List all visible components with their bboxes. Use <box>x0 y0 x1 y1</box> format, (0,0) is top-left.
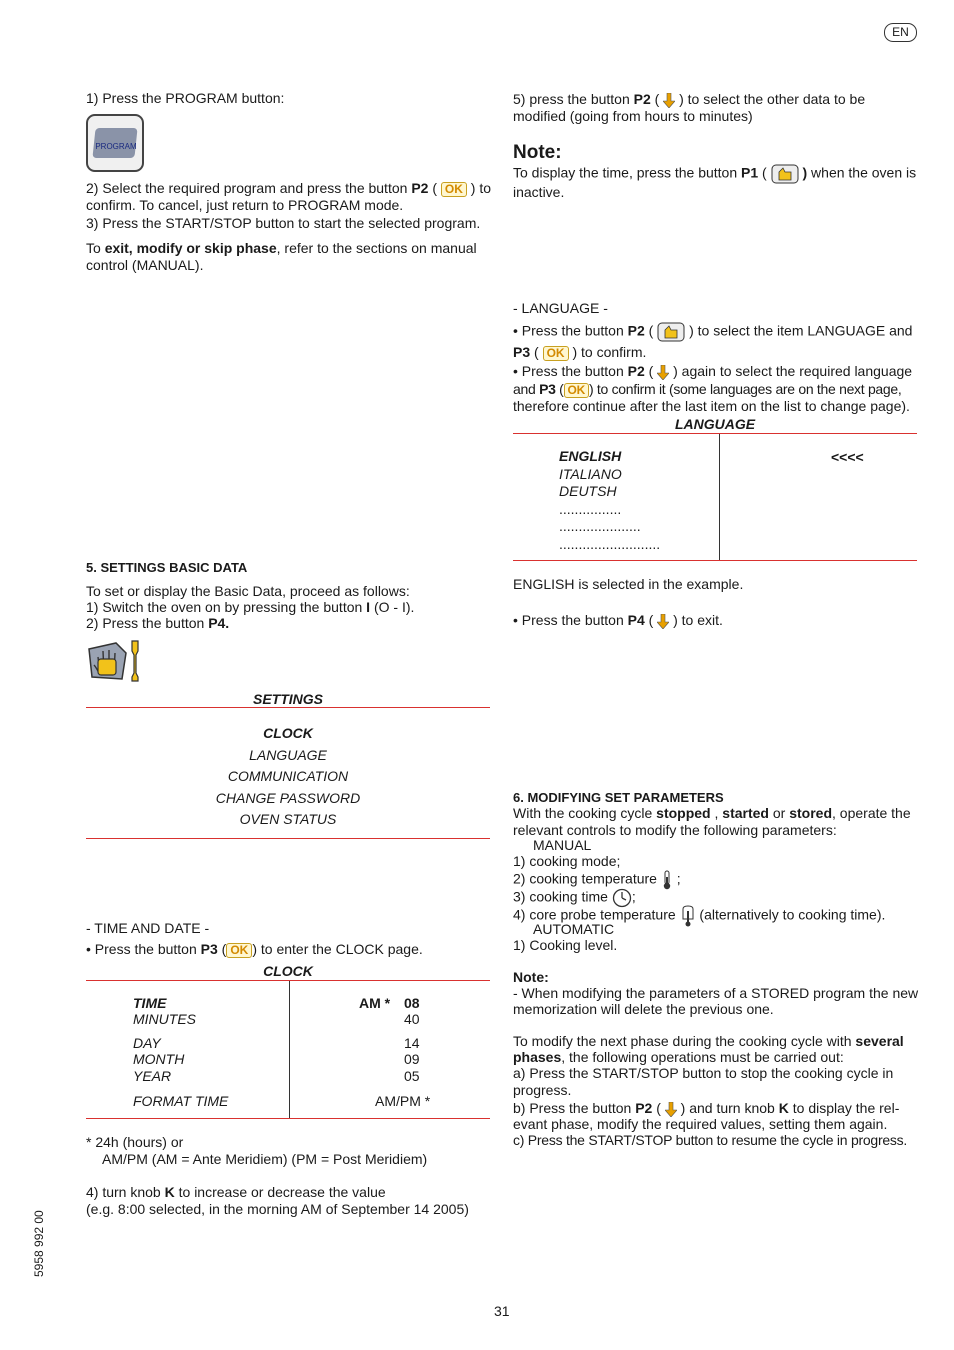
section5-line3: 2) Press the button P4. <box>86 615 230 631</box>
param-cooking-time: 3) cooking time ; <box>513 888 636 908</box>
footnote-2: AM/PM (AM = Ante Meridiem) (PM = Post Meridiem) <box>102 1151 428 1167</box>
language-line1: • Press the button P2 ( ) to select the item LANGUAGE and <box>513 322 912 342</box>
clock-value-time: 08 <box>404 995 420 1011</box>
language-top-rule <box>513 433 917 434</box>
note2-line1: - When modifying the parameters of a STORED program the new <box>513 985 919 1001</box>
clock-value-minutes: 40 <box>404 1011 420 1027</box>
language-divider <box>719 434 720 560</box>
p4-exit-line: • Press the button P4 ( ) to exit. <box>513 612 723 628</box>
clock-label-minutes: MINUTES <box>133 1011 196 1027</box>
step3-text: 3) Press the START/STOP button to start the selected program. <box>86 215 481 231</box>
language-item-more-2: ..................... <box>559 518 641 535</box>
ok-icon: OK <box>564 383 589 398</box>
modify-step-b1: b) Press the button P2 ( ) and turn knob K to display the rel- <box>513 1100 900 1116</box>
arrow-down-icon <box>665 1102 677 1117</box>
language-line3: • Press the button P2 ( ) again to select the required language <box>513 363 913 379</box>
language-item-italiano: ITALIANO <box>559 465 622 482</box>
settings-table-title: SETTINGS <box>252 691 323 707</box>
note-text: To display the time, press the button P1 ( ) when the oven is inactive. <box>513 164 917 200</box>
automatic-label: AUTOMATIC <box>533 921 615 937</box>
settings-bottom-rule <box>86 838 490 839</box>
hand-wrench-icon <box>86 637 146 687</box>
language-item-more-1: ................ <box>559 500 622 517</box>
clock-value-month: 09 <box>404 1051 420 1067</box>
step2-text: 2) Select the required program and press the button P2 ( OK ) to confirm. To cancel, just return to PROGRAM mode. <box>86 180 492 213</box>
modify-step-c: c) Press the START/STOP button to resume the cycle in progress. <box>513 1132 908 1148</box>
note2-title: Note: <box>513 969 549 985</box>
settings-list <box>86 723 490 831</box>
step5-text: 5) press the button P2 ( ) to select the other data to be modified (going from hours to minutes) <box>513 91 866 124</box>
clock-value-time-prefix: AM * <box>359 995 391 1011</box>
modify-step-a2: progress. <box>513 1082 572 1098</box>
section6-title: 6. MODIFYING SET PARAMETERS <box>513 790 724 805</box>
program-button-icon: PROGRAM <box>86 114 144 172</box>
clock-label-day: DAY <box>133 1035 161 1051</box>
note-title: Note: <box>513 142 562 163</box>
param-cooking-temperature: 2) cooking temperature ; <box>513 870 681 890</box>
language-heading: - LANGUAGE - <box>513 300 608 316</box>
section5-title: 5. SETTINGS BASIC DATA <box>86 560 248 575</box>
clock-table-title: CLOCK <box>263 963 313 979</box>
modify-step-b2: evant phase, modify the required values, setting them again. <box>513 1116 888 1132</box>
hand-icon <box>657 322 685 342</box>
page-number: 31 <box>494 1303 510 1319</box>
thermometer-icon <box>661 870 673 890</box>
clock-divider <box>289 981 290 1118</box>
clock-label-format: FORMAT TIME <box>133 1093 229 1109</box>
language-table-title: LANGUAGE <box>674 416 756 432</box>
clock-top-rule <box>86 980 490 981</box>
hand-clock-icon <box>771 164 799 184</box>
param-core-probe-temperature: 4) core probe temperature (alternatively to cooking time). <box>513 905 885 927</box>
settings-item-oven-status: OVEN STATUS <box>239 811 337 828</box>
section5-line1: To set or display the Basic Data, proceed as follows: <box>86 583 410 599</box>
arrow-down-icon <box>657 614 669 629</box>
section6-line1: With the cooking cycle stopped , started or stored, operate the <box>513 805 911 821</box>
clock-value-day: 14 <box>404 1035 420 1051</box>
footnote-1: * 24h (hours) or <box>86 1134 184 1150</box>
step1-text: 1) Press the PROGRAM button: <box>86 90 285 106</box>
language-item-more-3: .......................... <box>559 535 661 552</box>
settings-top-rule <box>86 707 490 708</box>
step4-line: 4) turn knob K to increase or decrease the value <box>86 1184 386 1200</box>
settings-item-change-password: CHANGE PASSWORD <box>215 789 361 806</box>
manual-label: MANUAL <box>533 837 592 853</box>
settings-item-clock: CLOCK <box>263 725 313 741</box>
core-probe-icon <box>680 905 696 927</box>
language-line2: P3 ( OK ) to confirm. <box>513 344 647 360</box>
clock-value-year: 05 <box>404 1068 420 1084</box>
clock-bottom-rule <box>86 1118 490 1119</box>
arrow-down-icon <box>663 93 675 108</box>
language-list <box>559 448 660 554</box>
clock-label-month: MONTH <box>133 1051 185 1067</box>
note2-line2: memorization will delete the previous one. <box>513 1001 774 1017</box>
ok-icon: OK <box>226 943 252 958</box>
arrow-down-icon <box>657 365 669 380</box>
clock-label-year: YEAR <box>133 1068 172 1084</box>
modify-step-a1: a) Press the START/STOP button to stop the cooking cycle in <box>513 1065 894 1081</box>
time-date-heading: - TIME AND DATE - <box>86 920 210 936</box>
english-selected-note: ENGLISH is selected in the example. <box>513 576 744 592</box>
param-cooking-mode: 1) cooking mode; <box>513 853 621 869</box>
section6-line2: relevant controls to modify the following parameters: <box>513 822 837 838</box>
language-item-deutsh: DEUTSH <box>559 483 617 500</box>
language-bottom-rule <box>513 560 917 561</box>
settings-item-communication: COMMUNICATION <box>227 768 349 785</box>
document-code: 5958 992 00 <box>32 1210 46 1277</box>
clock-label-time: TIME <box>133 995 167 1011</box>
language-line5: therefore continue after the last item on the list to change page). <box>513 398 910 414</box>
param-cooking-level: 1) Cooking level. <box>513 937 618 953</box>
section5-line2: 1) Switch the oven on by pressing the button I (O - I). <box>86 599 415 615</box>
exit-note: To exit, modify or skip phase, refer to the sections on manual control (MANUAL). <box>86 240 477 273</box>
language-line4: and P3 ( OK ) to confirm it (some languages are on the next page, <box>513 381 902 397</box>
modify-line1: To modify the next phase during the cooking cycle with several <box>513 1033 904 1049</box>
settings-item-language: LANGUAGE <box>249 746 327 763</box>
step4-example: (e.g. 8:00 selected, in the morning AM of September 14 2005) <box>86 1201 469 1217</box>
press-p3-line: • Press the button P3 ( OK ) to enter the CLOCK page. <box>86 941 423 957</box>
clock-value-format: AM/PM * <box>375 1093 431 1109</box>
modify-line2: phases, the following operations must be carried out: <box>513 1049 844 1065</box>
language-selected-marker: <<<< <box>831 449 864 465</box>
language-item-english: ENGLISH <box>559 448 622 464</box>
ok-icon: OK <box>543 346 569 361</box>
ok-icon: OK <box>441 182 467 197</box>
language-badge: EN <box>884 23 917 42</box>
